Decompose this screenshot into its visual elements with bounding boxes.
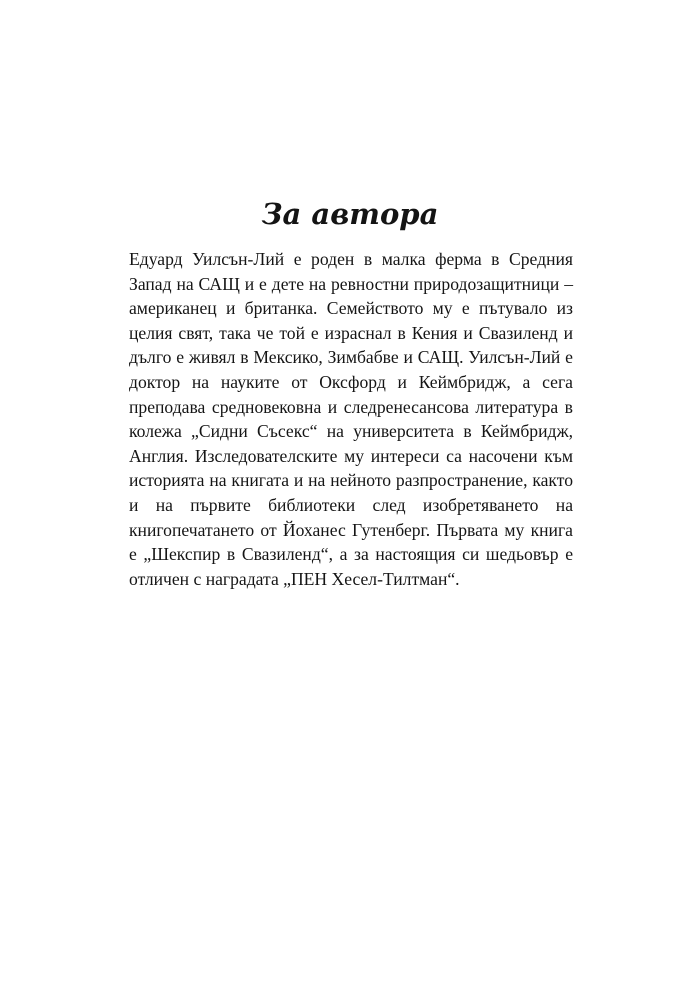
section-title: За автора: [261, 197, 439, 231]
author-bio-paragraph: Едуард Уилсън-Лий е роден в малка ферма в Средния Запад на САЩ и е дете на ревностни природозащитници – американец и британка. Семейството му е пътувало из целия свят, така че той е израснал в Кения и Свазиленд и дълго е живял в Мексико, Зимбабве и САЩ. Уилсън-Лий е доктор на науките от Оксфорд и Кеймбридж, а сега преподава средновековна и следренесансова литература в колежа „Сидни Съсекс“ на университета в Кеймбридж, Англия. Изследователските му интереси са насочени към историята на книгата и на нейното разпространение, както и на първите библиотеки след изобретяването на книгопечатането от Йоханес Гутенберг. Първата му книга е „Шекспир в Свазиленд“, а за настоящия си шедьовър е отличен с наградата „ПЕН Хесел-Тилтман“.: [129, 249, 573, 589]
